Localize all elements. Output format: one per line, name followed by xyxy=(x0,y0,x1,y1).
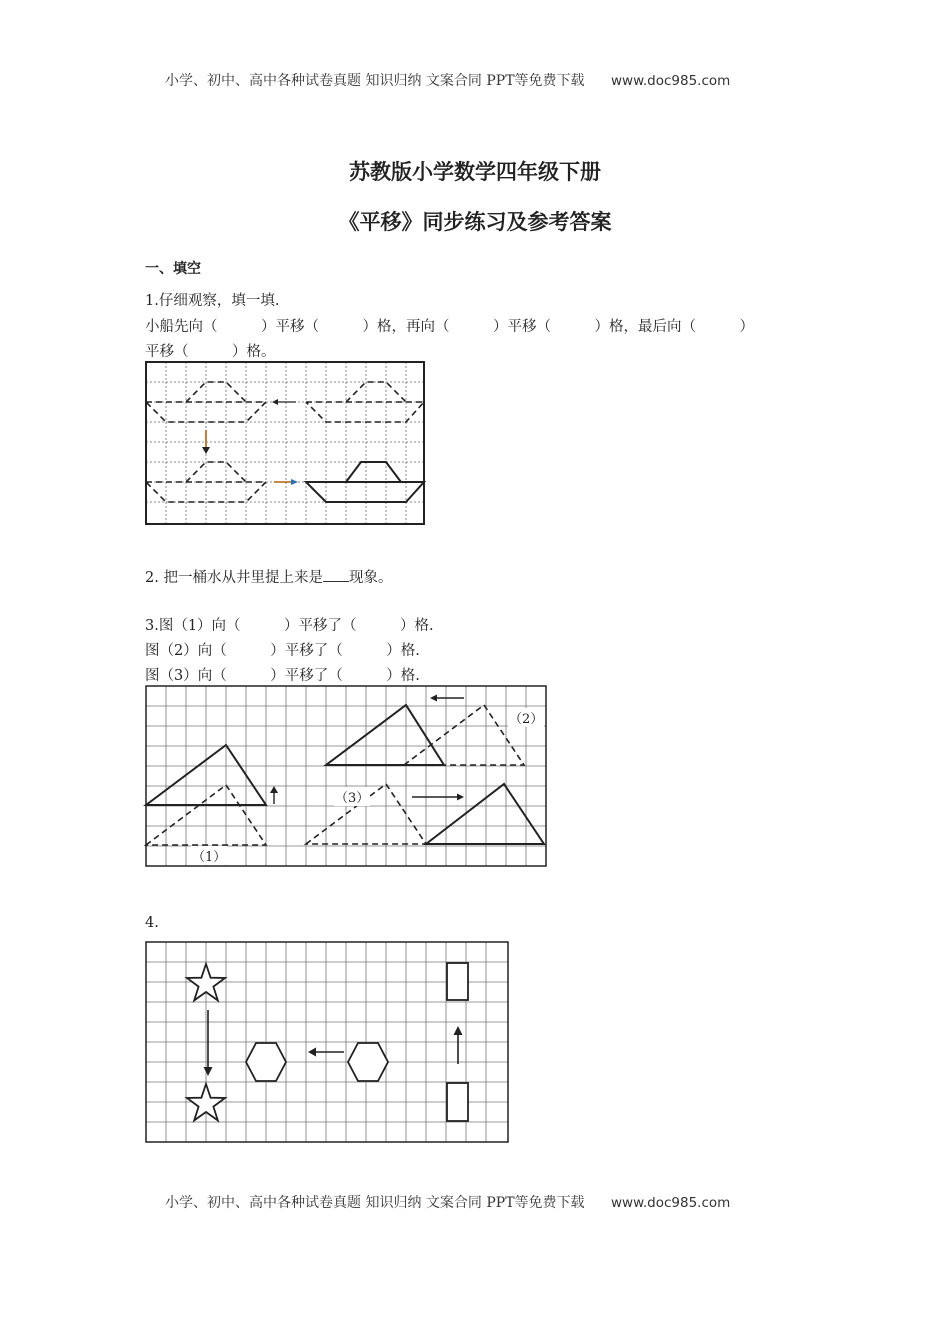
header-site[interactable]: www.doc985.com xyxy=(610,73,731,89)
hexagon-right-icon xyxy=(348,1043,388,1081)
shapes-grid-figure xyxy=(146,942,508,1142)
footer-site[interactable]: www.doc985.com xyxy=(610,1195,731,1211)
figure-label-3: （3） xyxy=(334,787,370,806)
page-footer xyxy=(165,1192,730,1212)
q3-line2: 图（2）向（ ）平移了（ ）格. xyxy=(145,643,420,659)
boat-grid-lines xyxy=(146,362,424,524)
arrow-down-icon xyxy=(204,1010,213,1076)
page-header xyxy=(165,70,730,90)
q3-line3: 图（3）向（ ）平移了（ ）格. xyxy=(145,668,420,684)
q2-before: 2. 把一桶水从井里提上来是 xyxy=(145,570,323,586)
q1-line3: 平移（ ）格。 xyxy=(145,344,276,360)
rectangle-top-icon xyxy=(447,963,468,1000)
arrow-right-icon xyxy=(412,794,464,801)
q4-number: 4. xyxy=(145,915,159,931)
hexagon-left-icon xyxy=(246,1043,286,1081)
q3-line1: 3.图（1）向（ ）平移了（ ）格. xyxy=(145,618,434,634)
boat-grid-figure xyxy=(146,362,424,524)
triangle-grid-figure xyxy=(146,686,546,866)
triangle-grid-lines xyxy=(146,686,546,866)
section-heading: 一、填空 xyxy=(145,261,201,277)
arrow-up-icon xyxy=(270,786,278,804)
footer-text: 小学、初中、高中各种试卷真题 知识归纳 文案合同 PPT等免费下载 xyxy=(165,1195,585,1211)
boat-grid-border xyxy=(146,362,424,524)
rectangle-bottom-icon xyxy=(447,1083,468,1121)
arrow-left-icon xyxy=(430,695,464,702)
figure-label-1: （1） xyxy=(191,846,227,865)
doc-subtitle: 《平移》同步练习及参考答案 xyxy=(338,209,612,234)
q2-text xyxy=(145,566,392,587)
q2-blank[interactable] xyxy=(323,569,349,582)
q1-line2: 小船先向（ ）平移（ ）格，再向（ ）平移（ ）格，最后向（ ） xyxy=(145,319,754,335)
boat-arrow-left-icon xyxy=(272,399,296,405)
figure-label-2: （2） xyxy=(508,708,544,727)
header-text: 小学、初中、高中各种试卷真题 知识归纳 文案合同 PPT等免费下载 xyxy=(165,73,585,89)
doc-title: 苏教版小学数学四年级下册 xyxy=(349,159,601,184)
q2-after: 现象。 xyxy=(348,570,393,586)
arrow-up-small-icon xyxy=(454,1026,463,1064)
q1-prompt: 1.仔细观察，填一填. xyxy=(145,293,280,309)
